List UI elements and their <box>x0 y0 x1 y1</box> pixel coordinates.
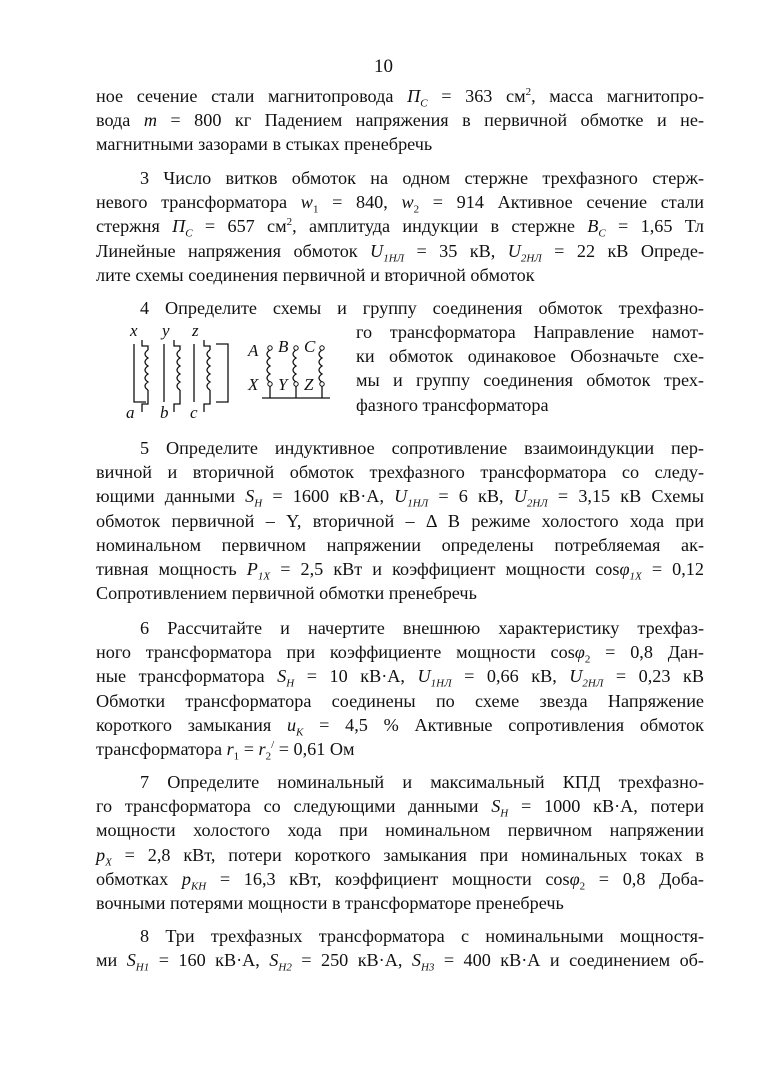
label-X: X <box>248 375 259 394</box>
lead-c <box>204 390 210 412</box>
paragraph-intro <box>96 84 704 157</box>
text-line: ки обмоток одинаковое Обозначьте схе- <box>356 346 704 367</box>
label-Y: Y <box>278 375 288 394</box>
label-c: c <box>190 403 198 422</box>
winding-coil-A <box>267 350 270 382</box>
text-line: 6 Рассчитайте и начертите внешнюю характеристику трехфаз- <box>140 618 704 638</box>
label-z: z <box>192 321 199 340</box>
text-line: вочными потерями мощности в трансформаторе пренебречь <box>96 893 564 914</box>
lead-b <box>174 390 180 412</box>
text-line: ми $S_{Н1} = 160$ кВ·А, $S_{Н2} = 250$ кВ·А, $S_{Н3} = 400$ кВ·А и соединением об- <box>96 950 704 974</box>
winding-coil-c <box>207 350 210 390</box>
text-line: тивная мощность $P_{1X} = 2,5$ кВт и коэффициент мощности cosφ$_{1X}$ = 0,12 <box>96 559 704 583</box>
text-line: ные трансформатора $S_Н = 10$ кВ·А, $U_{1НЛ} = 0,66$ кВ, $U_{2НЛ} = 0,23$ кВ <box>96 666 704 691</box>
label-a: a <box>126 403 135 422</box>
paragraph-problem-7 <box>96 770 704 915</box>
text-line: го трансформатора Направление намот- <box>356 322 704 342</box>
text-line: трансформатора $r_1 = r_2^/ = 0,61$ Ом <box>96 738 355 763</box>
text-line: ного трансформатора при коэффициенте мощности cosφ$_2$ = 0,8 Дан- <box>96 642 704 666</box>
winding-coil-a <box>145 350 148 390</box>
text-line: невого трансформатора $w_1 = 840$, $w_2 = 914$ Активное сечение стали <box>96 192 704 216</box>
terminal-Z <box>320 382 324 386</box>
terminal-X <box>268 382 272 386</box>
terminal-Y <box>294 382 298 386</box>
lead-x <box>142 340 148 350</box>
winding-coil-C <box>319 350 322 382</box>
paragraph-problem-4-wrap <box>356 320 704 417</box>
label-b: b <box>160 403 169 422</box>
text-line: Сопротивлением первичной обмотки пренебречь <box>96 583 477 604</box>
core-left <box>134 344 146 402</box>
lead-a <box>142 390 148 412</box>
label-x: x <box>130 321 138 340</box>
transformer-windings-diagram <box>124 320 356 424</box>
text-line: ное сечение стали магнитопровода $П_С = 363$ $см^2$, масса магнитопро- <box>96 85 705 110</box>
text-line: вода m = 800 кг Падением напряжения в первичной обмотке и не- <box>96 110 705 131</box>
text-line: Обмотки трансформатора соединены по схеме звезда Напряжение <box>96 690 704 711</box>
page-number: 10 <box>374 56 393 77</box>
text-line: лите схемы соединения первичной и вторичной обмоток <box>96 264 535 285</box>
text-line: короткого замыкания $u_К = 4,5$ % Активные сопротивления обмоток <box>96 714 704 739</box>
text-line: мы и группу соединения обмоток трех- <box>356 370 704 391</box>
text-line: 3 Число витков обмоток на одном стержне трехфазного стерж- <box>140 168 704 188</box>
text-line: ющими данными $S_Н = 1600$ кВ·А, $U_{1НЛ} = 6$ кВ, $U_{2НЛ} = 3,15$ кВ Схемы <box>96 486 704 511</box>
text-line: 4 Определите схемы и группу соединения обмоток трехфазно- <box>140 298 704 318</box>
label-B: B <box>278 337 289 356</box>
text-line: го трансформатора со следующими данными $S_Н = 1000$ кВ·А, потери <box>96 796 704 820</box>
paragraph-problem-4 <box>96 296 704 320</box>
winding-coil-B <box>293 350 296 382</box>
core-right <box>216 344 228 402</box>
terminal-A <box>268 346 272 350</box>
text-line: мощности холостого хода при номинальном первичном напряжении <box>96 820 704 841</box>
terminal-C <box>320 346 324 350</box>
text-line: 7 Определите номинальный и максимальный КПД трехфазно- <box>140 772 704 792</box>
lead-y <box>174 340 180 350</box>
label-C: C <box>304 337 316 356</box>
label-Z: Z <box>304 375 314 394</box>
paragraph-problem-8 <box>96 924 704 972</box>
winding-coil-b <box>177 350 180 390</box>
label-y: y <box>162 321 170 340</box>
text-line: вичной и вторичной обмоток трехфазного трансформатора со следу- <box>96 462 704 483</box>
text-line: $p_X = 2,8$ кВт, потери короткого замыкания при номинальных токах в <box>96 844 704 869</box>
terminal-B <box>294 346 298 350</box>
label-A: A <box>248 341 259 360</box>
lead-z <box>204 340 210 350</box>
text-line: магнитными зазорами в стыках пренебречь <box>96 134 433 155</box>
text-line: фазного трансформатора <box>356 394 549 415</box>
paragraph-problem-5 <box>96 436 704 605</box>
paragraph-problem-6 <box>96 616 704 761</box>
text-line: 8 Три трехфазных трансформатора с номинальными мощностя- <box>140 926 704 946</box>
text-line: стержня $П_С = 657$ $см^2$, амплитуда индукции в стержне $B_С = 1,65$ Тл <box>96 216 704 241</box>
text-line: обмоток первичной – Y, вторичной – Δ В режиме холостого хода при <box>96 510 704 531</box>
text-line: Линейные напряжения обмоток $U_{1НЛ} = 35$ кВ, $U_{2НЛ} = 22$ кВ Опреде- <box>96 240 705 265</box>
text-line: 5 Определите индуктивное сопротивление взаимоиндукции пер- <box>140 438 704 458</box>
text-line: обмотках $p_{КН} = 16,3$ кВт, коэффициент мощности cosφ$_2$ = 0,8 Доба- <box>96 868 704 893</box>
text-line: номинальном первичном напряжении определены потребляемая ак- <box>96 534 704 555</box>
paragraph-problem-3 <box>96 166 704 287</box>
